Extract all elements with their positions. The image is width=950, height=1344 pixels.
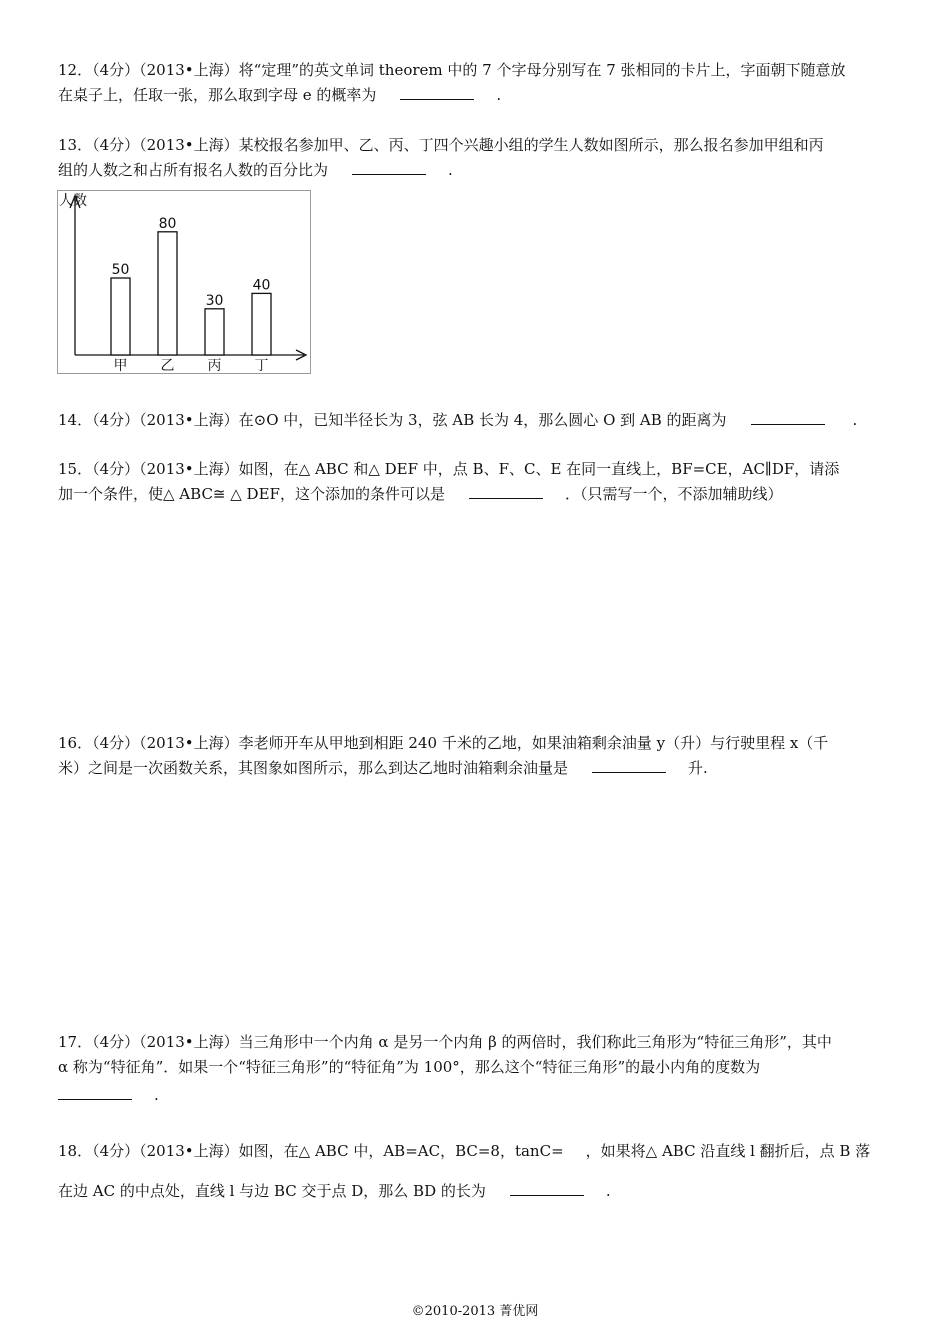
question-14-end: .	[852, 411, 858, 429]
bar-value-label-3: 40	[252, 277, 271, 294]
bar-value-label-2: 30	[205, 292, 224, 309]
question-17-line-2: α 称为“特征角”．如果一个“特征三角形”的“特征角”为 100°，那么这个“特征三角形”的最小内角的度数为	[58, 1058, 761, 1076]
question-12	[58, 58, 894, 108]
question-17-end: .	[154, 1086, 159, 1104]
answer-blank-14[interactable]	[751, 410, 825, 425]
y-axis-label: 人数	[59, 193, 87, 209]
question-13-line-2: 组的人数之和占所有报名人数的百分比为	[58, 161, 329, 179]
question-15-line-1: 15．（4分）（2013•上海）如图，在△ ABC 和△ DEF 中，点 B、F、C、E 在同一直线上，BF=CE，AC∥DF，请添	[58, 460, 840, 478]
question-18-line-2: 在边 AC 的中点处，直线 l 与边 BC 交于点 D，那么 BD 的长为	[58, 1182, 486, 1200]
question-17	[58, 1030, 894, 1108]
answer-blank-15[interactable]	[469, 484, 543, 499]
category-label-3: 丁	[254, 358, 269, 373]
bar-chart-svg	[58, 191, 310, 373]
answer-blank-13[interactable]	[352, 160, 426, 175]
bar-value-label-1: 80	[158, 215, 177, 232]
question-18-end: .	[605, 1182, 611, 1200]
bar-chart	[57, 190, 311, 374]
question-17-line-1: 17．（4分）（2013•上海）当三角形中一个内角 α 是另一个内角 β 的两倍时，我们称此三角形为“特征三角形”，其中	[58, 1033, 832, 1051]
question-12-line-1: 12．（4分）（2013•上海）将“定理”的英文单词 theorem 中的 7 个字母分别写在 7 张相同的卡片上，字面朝下随意放	[58, 61, 846, 79]
bar-value-label-0: 50	[111, 262, 130, 278]
question-12-line-2: 在桌子上，任取一张，那么取到字母 e 的概率为	[58, 86, 377, 104]
bar-group	[111, 216, 271, 373]
bar-0	[111, 278, 130, 355]
question-18	[58, 1139, 894, 1204]
question-15-end: ．（只需写一个，不添加辅助线）	[564, 485, 783, 503]
question-13-line-1: 13．（4分）（2013•上海）某校报名参加甲、乙、丙、丁四个兴趣小组的学生人数如图所示，那么报名参加甲组和丙	[58, 136, 824, 154]
question-15	[58, 457, 894, 507]
question-14-line-1: 14．（4分）（2013•上海）在⊙O 中，已知半径长为 3，弦 AB 长为 4，那么圆心 O 到 AB 的距离为	[58, 411, 727, 429]
answer-blank-16[interactable]	[592, 758, 666, 773]
question-14	[58, 408, 894, 433]
answer-blank-18[interactable]	[510, 1181, 584, 1196]
footer-copyright: ©2010-2013 菁优网	[411, 1304, 539, 1319]
question-18-line-1a: 18．（4分）（2013•上海）如图，在△ ABC 中，AB=AC，BC=8，tanC=	[58, 1142, 564, 1160]
category-label-2: 丙	[207, 358, 222, 373]
bar-2	[205, 309, 224, 355]
answer-blank-12[interactable]	[400, 85, 474, 100]
answer-blank-17[interactable]	[58, 1085, 132, 1100]
question-16-line-2: 米）之间是一次函数关系，其图象如图所示，那么到达乙地时油箱剩余油量是	[58, 759, 569, 777]
question-16-line-1: 16．（4分）（2013•上海）李老师开车从甲地到相距 240 千米的乙地，如果油箱剩余油量 y（升）与行驶里程 x（千	[58, 734, 829, 752]
question-16	[58, 731, 894, 781]
question-15-line-2: 加一个条件，使△ ABC≅ △ DEF，这个添加的条件可以是	[58, 485, 445, 503]
bar-1	[158, 232, 177, 355]
question-16-end: 升.	[688, 759, 708, 777]
bar-3	[252, 293, 271, 355]
question-18-line-1b: ，如果将△ ABC 沿直线 l 翻折后，点 B 落	[585, 1142, 871, 1160]
category-label-0: 甲	[113, 358, 128, 373]
question-13-end: .	[448, 161, 453, 179]
question-12-end: .	[496, 86, 502, 104]
question-13	[58, 133, 894, 183]
category-label-1: 乙	[160, 358, 175, 373]
